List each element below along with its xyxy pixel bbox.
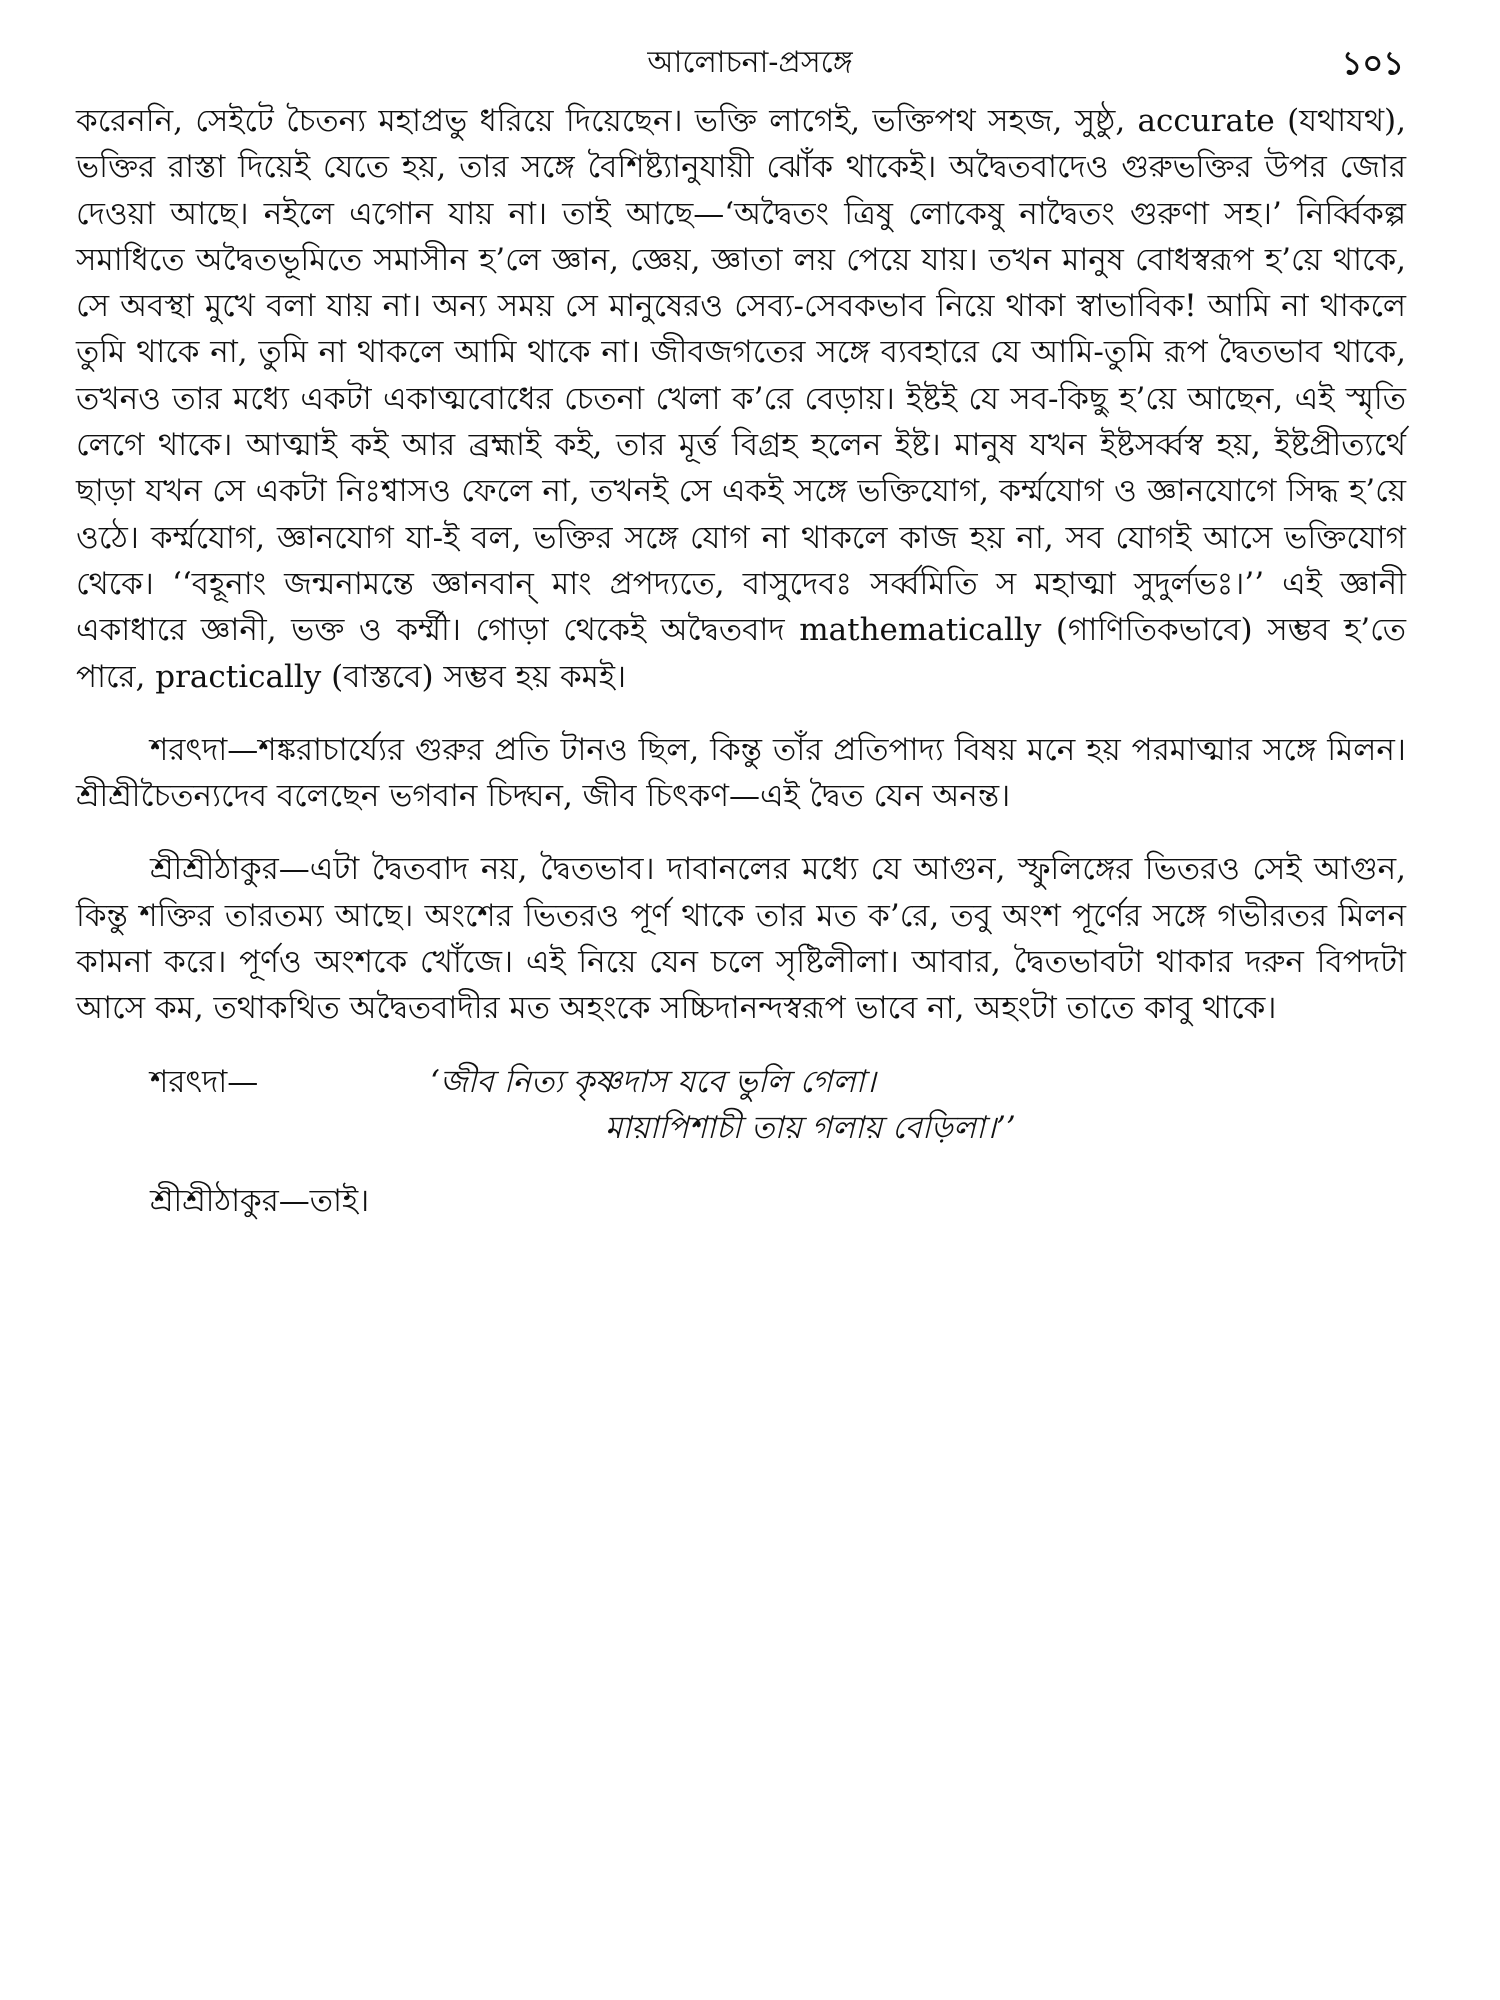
paragraph-gap [76,819,1406,846]
paragraph-gap [76,1032,1406,1059]
verse-line-2: মায়াপিশাচী তায় গলায় বেড়িলা।’’ [605,1109,1016,1146]
paragraph-sharatda-question: শরৎদা—শঙ্করাচার্য্যের গুরুর প্রতি টানও ছিল, কিন্তু তাঁর প্রতিপাদ্য বিষয় মনে হয় পরমাত্মার সঙ্গে মিলন। শ্রীশ্রীচৈতন্যদেব বলেছেন ভগবান চিদ্ঘন, জীব চিৎকণ—এই দ্বৈত যেন অনন্ত। [76,731,1406,815]
paragraph-advaita-bhakti: করেননি, সেইটে চৈতন্য মহাপ্রভু ধরিয়ে দিয়েছেন। ভক্তি লাগেই, ভক্তিপথ সহজ, সুষ্ঠু, accurate (যথাযথ), ভক্তির রাস্তা দিয়েই যেতে হয়, তার সঙ্গে বৈশিষ্ট্যানুযায়ী ঝোঁক থাকেই। অদ্বৈতবাদেও গুরুভক্তির উপর জোর দেওয়া আছে। নইলে এগোন যায় না। তাই আছে—‘অদ্বৈতং ত্রিষু লোকেষু নাদ্বৈতং গুরুণা সহ।’ নির্ব্বিকল্প সমাধিতে অদ্বৈতভূমিতে সমাসীন হ’লে জ্ঞান, জ্ঞেয়, জ্ঞাতা লয় পেয়ে যায়। তখন মানুষ বোধস্বরূপ হ’য়ে থাকে, সে অবস্থা মুখে বলা যায় না। অন্য সময় সে মানুষেরও সেব্য-সেবকভাব নিয়ে থাকা স্বাভাবিক! আমি না থাকলে তুমি থাকে না, তুমি না থাকলে আমি থাকে না। জীবজগতের সঙ্গে ব্যবহারে যে আমি-তুমি রূপ দ্বৈতভাব থাকে, তখনও তার মধ্যে একটা একাত্মবোধের চেতনা খেলা ক’রে বেড়ায়। ইষ্টই যে সব-কিছু হ’য়ে আছেন, এই স্মৃতি লেগে থাকে। আত্মাই কই আর ব্রহ্মাই কই, তার মূর্ত্ত বিগ্রহ হলেন ইষ্ট। মানুষ যখন ইষ্টসর্ব্বস্ব হয়, ইষ্টপ্রীত্যর্থে ছাড়া যখন সে একটা নিঃশ্বাসও ফেলে না, তখনই সে একই সঙ্গে ভক্তিযোগ, কর্ম্মযোগ ও জ্ঞানযোগে সিদ্ধ হ’য়ে ওঠে। কর্ম্মযোগ, জ্ঞানযোগ যা-ই বল, ভক্তির সঙ্গে যোগ না থাকলে কাজ হয় না, সব যোগই আসে ভক্তিযোগ থেকে। ‘‘বহূনাং জন্মনামন্তে জ্ঞানবান্ মাং প্রপদ্যতে, বাসুদেবঃ সর্ব্বমিতি স মহাত্মা সুদুর্লভঃ।’’ এই জ্ঞানী একাধারে জ্ঞানী, ভক্ত ও কর্ম্মী। গোড়া থেকেই অদ্বৈতবাদ mathematically (গাণিতিকভাবে) সম্ভব হ’তে পারে, practically (বাস্তবে) সম্ভব হয় কমই। [76,103,1406,695]
verse-block [150,1059,1406,1151]
page-header [0,38,1500,88]
verse-speaker: শরৎদা— [150,1063,259,1100]
paragraph-gap [76,700,1406,727]
running-title: আলোচনা-প্রসঙ্গে [647,45,853,80]
page-body [76,98,1406,1224]
page-number: ১০১ [1341,44,1404,82]
paragraph-gap [76,1151,1406,1178]
closing-line: শ্রীশ্রীঠাকুর—তাই। [150,1182,370,1219]
verse-line-1: ‘জীব নিত্য কৃষ্ণদাস যবে ভুলি গেলা। [430,1063,876,1100]
paragraph-thakur-reply: শ্রীশ্রীঠাকুর—এটা দ্বৈতবাদ নয়, দ্বৈতভাব। দাবানলের মধ্যে যে আগুন, স্ফুলিঙ্গের ভিতরও সেই আগুন, কিন্তু শক্তির তারতম্য আছে। অংশের ভিতরও পূর্ণ থাকে তার মত ক’রে, তবু অংশ পূর্ণের সঙ্গে গভীরতর মিলন কামনা করে। পূর্ণও অংশকে খোঁজে। এই নিয়ে যেন চলে সৃষ্টিলীলা। আবার, দ্বৈতভাবটা থাকার দরুন বিপদটা আসে কম, তথাকথিত অদ্বৈতবাদীর মত অহংকে সচ্চিদানন্দস্বরূপ ভাবে না, অহংটা তাতে কাবু থাকে। [76,851,1406,1027]
